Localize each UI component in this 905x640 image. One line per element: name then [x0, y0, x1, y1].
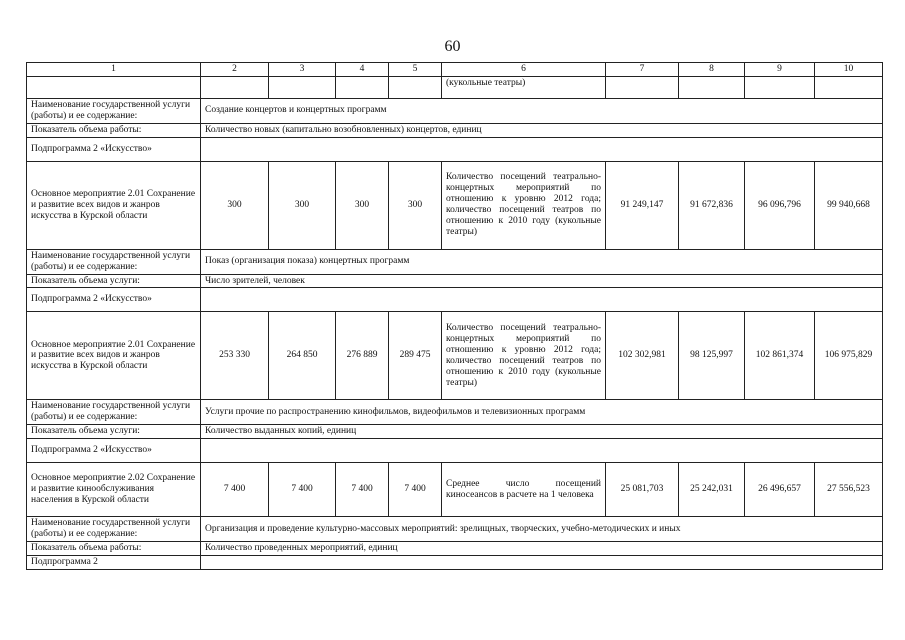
volume-value-year-2: 264 850 [269, 312, 336, 400]
finance-value-year-1: 91 249,147 [606, 161, 679, 249]
finance-value-year-1: 25 081,703 [606, 463, 679, 517]
volume-value-year-1: 7 400 [201, 463, 269, 517]
service-name: Услуги прочие по распространению кинофильмов, видеофильмов и телевизионных программ [201, 400, 883, 425]
subprogram-row [27, 439, 883, 463]
volume-value-year-1: 253 330 [201, 312, 269, 400]
header-cell: 8 [679, 63, 745, 77]
activity-name: Основное мероприятие 2.02 Сохранение и развитие кинообслуживания населения в Курской области [27, 463, 201, 517]
continuation-row [27, 76, 883, 98]
indicator-text: Среднее число посещений киносеансов в расчете на 1 человека [442, 463, 606, 517]
subprogram-name: Подпрограмма 2 «Искусство» [27, 288, 201, 312]
header-cell: 1 [27, 63, 201, 77]
volume-value-year-3: 276 889 [336, 312, 389, 400]
header-cell: 9 [745, 63, 815, 77]
service-label: Наименование государственной услуги (работы) и ее содержание: [27, 517, 201, 542]
header-cell: 7 [606, 63, 679, 77]
header-cell: 6 [442, 63, 606, 77]
service-name: Организация и проведение культурно-массовых мероприятий: зрелищных, творческих, учебно-методических и иных [201, 517, 883, 542]
services-table [26, 62, 883, 570]
volume-value: Количество проведенных мероприятий, единиц [201, 542, 883, 556]
finance-value-year-3: 26 496,657 [745, 463, 815, 517]
volume-row [27, 274, 883, 288]
subprogram-row [27, 555, 883, 569]
volume-row [27, 123, 883, 137]
volume-label: Показатель объема услуги: [27, 274, 201, 288]
header-cell: 3 [269, 63, 336, 77]
header-cell: 5 [389, 63, 442, 77]
finance-value-year-3: 102 861,374 [745, 312, 815, 400]
finance-value-year-2: 98 125,997 [679, 312, 745, 400]
service-label: Наименование государственной услуги (работы) и ее содержание: [27, 249, 201, 274]
volume-value-year-3: 7 400 [336, 463, 389, 517]
volume-value-year-1: 300 [201, 161, 269, 249]
header-row [27, 63, 883, 77]
subprogram-name: Подпрограмма 2 «Искусство» [27, 137, 201, 161]
indicator-text: Количество посещений театрально-концертных мероприятий по отношению к уровню 2012 года; количество посещений театров по отношению к 2010 году (кукольные театры) [442, 161, 606, 249]
volume-value-year-4: 289 475 [389, 312, 442, 400]
volume-row [27, 542, 883, 556]
volume-value-year-3: 300 [336, 161, 389, 249]
header-cell: 2 [201, 63, 269, 77]
volume-label: Показатель объема работы: [27, 123, 201, 137]
page-number: 60 [444, 38, 461, 55]
header-cell: 10 [815, 63, 883, 77]
activity-row [27, 463, 883, 517]
activity-row [27, 161, 883, 249]
subprogram-name: Подпрограмма 2 [27, 555, 201, 569]
finance-value-year-3: 96 096,796 [745, 161, 815, 249]
service-label: Наименование государственной услуги (работы) и ее содержание: [27, 400, 201, 425]
service-row [27, 98, 883, 123]
header-cell: 4 [336, 63, 389, 77]
finance-value-year-4: 99 940,668 [815, 161, 883, 249]
finance-value-year-2: 91 672,836 [679, 161, 745, 249]
volume-value-year-2: 7 400 [269, 463, 336, 517]
volume-value: Количество новых (капитально возобновленных) концертов, единиц [201, 123, 883, 137]
continuation-text: (кукольные театры) [442, 76, 606, 98]
table-body [27, 63, 883, 570]
volume-label: Показатель объема работы: [27, 542, 201, 556]
finance-value-year-2: 25 242,031 [679, 463, 745, 517]
activity-name: Основное мероприятие 2.01 Сохранение и развитие всех видов и жанров искусства в Курской области [27, 312, 201, 400]
service-row [27, 517, 883, 542]
activity-name: Основное мероприятие 2.01 Сохранение и развитие всех видов и жанров искусства в Курской области [27, 161, 201, 249]
volume-value-year-4: 300 [389, 161, 442, 249]
subprogram-row [27, 137, 883, 161]
volume-label: Показатель объема услуги: [27, 425, 201, 439]
volume-value: Число зрителей, человек [201, 274, 883, 288]
subprogram-row [27, 288, 883, 312]
finance-value-year-1: 102 302,981 [606, 312, 679, 400]
volume-value: Количество выданных копий, единиц [201, 425, 883, 439]
indicator-text: Количество посещений театрально-концертных мероприятий по отношению к уровню 2012 года; количество посещений театров по отношению к 2010 году (кукольные театры) [442, 312, 606, 400]
service-row [27, 249, 883, 274]
volume-row [27, 425, 883, 439]
service-row [27, 400, 883, 425]
service-label: Наименование государственной услуги (работы) и ее содержание: [27, 98, 201, 123]
service-name: Показ (организация показа) концертных программ [201, 249, 883, 274]
volume-value-year-2: 300 [269, 161, 336, 249]
subprogram-name: Подпрограмма 2 «Искусство» [27, 439, 201, 463]
finance-value-year-4: 106 975,829 [815, 312, 883, 400]
service-name: Создание концертов и концертных программ [201, 98, 883, 123]
activity-row [27, 312, 883, 400]
volume-value-year-4: 7 400 [389, 463, 442, 517]
finance-value-year-4: 27 556,523 [815, 463, 883, 517]
